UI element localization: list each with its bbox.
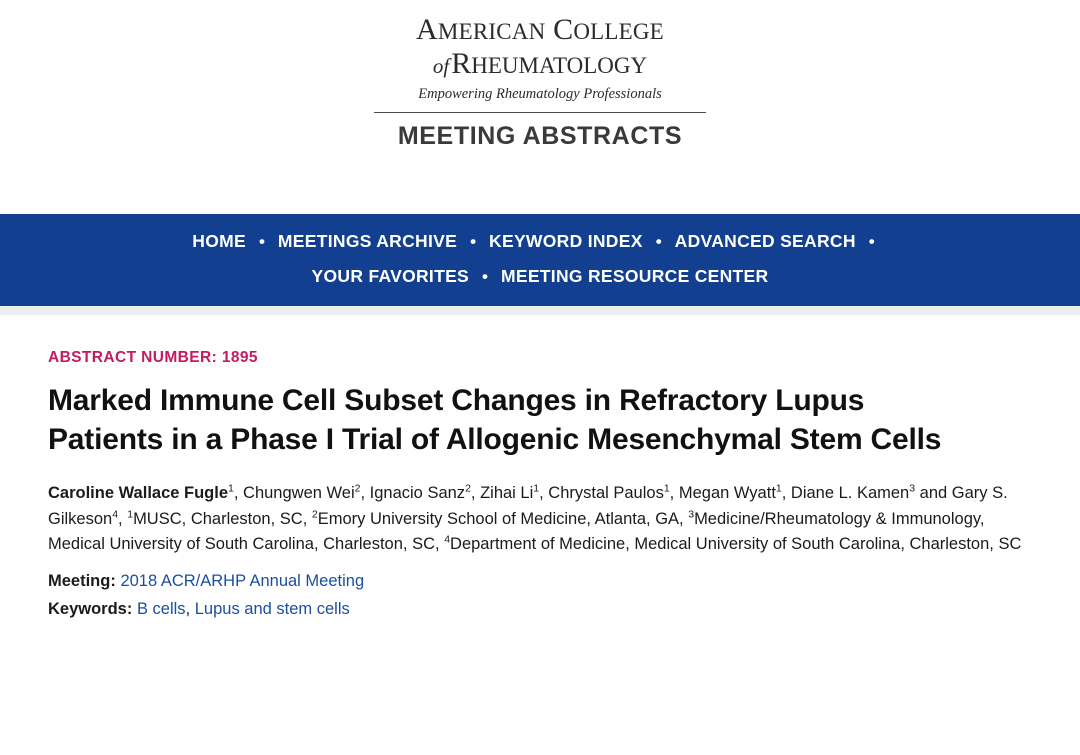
author-affiliation-marker: 2 bbox=[465, 482, 471, 495]
abstract-content bbox=[0, 315, 1080, 619]
nav-separator-icon: • bbox=[470, 231, 477, 251]
author-affiliation-marker: 1 bbox=[533, 482, 540, 495]
meeting-abstracts-title: MEETING ABSTRACTS bbox=[397, 121, 683, 150]
main-navigation bbox=[0, 214, 1080, 306]
author-lead: Caroline Wallace Fugle bbox=[48, 484, 229, 502]
affiliation-marker: 3 bbox=[688, 508, 695, 521]
nav-item-meeting-resource-center[interactable]: MEETING RESOURCE CENTER bbox=[500, 266, 769, 286]
author-affiliation-marker: 1 bbox=[775, 482, 782, 495]
affiliation-marker: 2 bbox=[311, 508, 318, 521]
nav-separator-icon: • bbox=[868, 231, 875, 251]
logo-line-american-college: AMERICAN COLLEGE bbox=[416, 13, 664, 46]
meeting-label: Meeting: bbox=[48, 571, 116, 590]
nav-row-secondary bbox=[0, 266, 1080, 287]
nav-item-advanced-search[interactable]: ADVANCED SEARCH bbox=[674, 231, 856, 251]
nav-bottom-strip bbox=[0, 306, 1080, 315]
meeting-link[interactable]: 2018 ACR/ARHP Annual Meeting bbox=[120, 571, 365, 590]
affiliation-4: Department of Medicine, Medical University of South Carolina, Charleston, SC bbox=[450, 535, 1022, 554]
keywords-label: Keywords: bbox=[48, 599, 133, 618]
affiliation-marker: 4 bbox=[444, 533, 451, 546]
nav-item-home[interactable]: HOME bbox=[192, 231, 246, 251]
nav-item-keyword-index[interactable]: KEYWORD INDEX bbox=[489, 231, 643, 251]
affiliation-1: MUSC, Charleston, SC bbox=[133, 509, 303, 528]
keywords-row bbox=[48, 600, 1032, 619]
nav-separator-icon: • bbox=[258, 231, 265, 251]
logo-line-rheumatology: ofRHEUMATOLOGY bbox=[432, 47, 648, 81]
author-affiliation-marker: 2 bbox=[354, 482, 361, 495]
keyword-link-b-cells[interactable]: B cells bbox=[136, 599, 186, 618]
logo-tagline: Empowering Rheumatology Professionals bbox=[418, 85, 662, 102]
nav-separator-icon: • bbox=[655, 231, 662, 251]
site-masthead bbox=[0, 0, 1080, 214]
affiliation-3: Medicine/Rheumatology & Immunology, Medical University of South Carolina, Charleston, SC bbox=[48, 509, 985, 554]
affiliation-2: Emory University School of Medicine, Atlanta, GA bbox=[317, 509, 680, 528]
page-title: Marked Immune Cell Subset Changes in Refractory Lupus Patients in a Phase I Trial of Allogenic Mesenchymal Stem Cells bbox=[48, 384, 942, 456]
keyword-link-lupus-and-stem-cells[interactable]: Lupus and stem cells bbox=[194, 599, 350, 618]
author-affiliation-marker: 3 bbox=[909, 482, 916, 495]
nav-item-meetings-archive[interactable]: MEETINGS ARCHIVE bbox=[277, 231, 458, 251]
nav-item-your-favorites[interactable]: YOUR FAVORITES bbox=[311, 266, 470, 286]
meeting-row bbox=[48, 572, 1032, 591]
acr-logo[interactable] bbox=[370, 14, 710, 151]
nav-separator-icon: • bbox=[482, 266, 488, 286]
keyword-separator: , bbox=[185, 599, 195, 618]
author-affiliation-marker: 1 bbox=[228, 482, 234, 495]
author-list: Caroline Wallace Fugle$^1$, Chungwen Wei$^2$, Ignacio Sanz$^2$, Zihai Li$^1$, Chrystal Paulos$^1$, Megan Wyatt$^1$, Diane L. Kamen$^3$ and Gary S. Gilkeson$^4$, $^1$MUSC, Charleston, SC, $^2$Emory University School of Medicine, Atlanta, GA, $^3$Medicine/Rheumatology & Immunology, Medical University of South Carolina, Charleston, SC, $^4$Department of Medicine, Medical University of South Carolina, Charleston, SC bbox=[48, 482, 1022, 554]
affiliation-marker: 1 bbox=[127, 508, 134, 521]
abstract-number: ABSTRACT NUMBER: 1895 bbox=[48, 349, 258, 366]
logo-divider bbox=[374, 112, 706, 113]
author-affiliation-marker: 4 bbox=[112, 508, 119, 521]
author-affiliation-marker: 1 bbox=[663, 482, 670, 495]
nav-row-primary bbox=[0, 231, 1080, 252]
